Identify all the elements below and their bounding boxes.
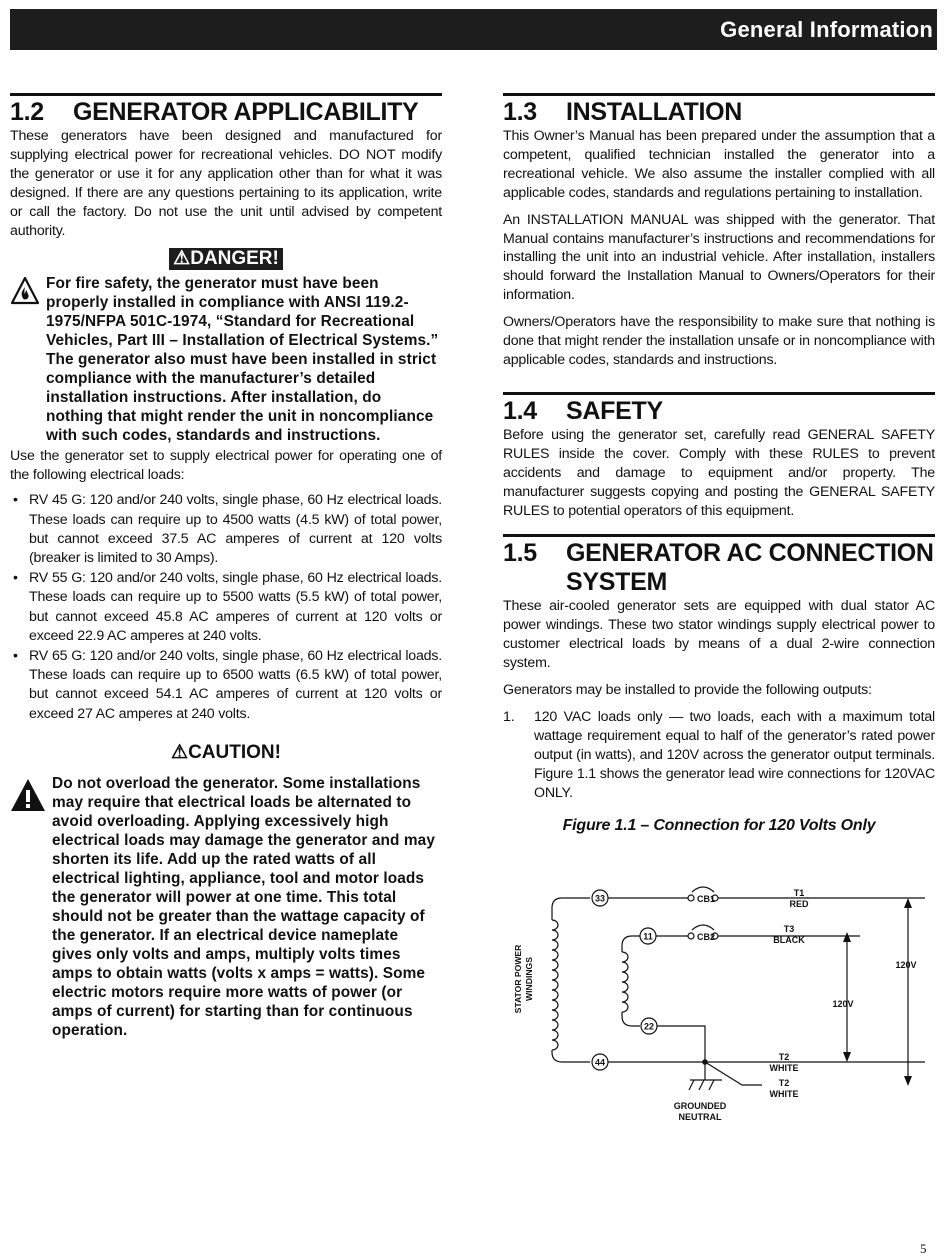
voltage-inner-label: 120V bbox=[832, 999, 854, 1009]
danger-label: DANGER! bbox=[190, 248, 279, 270]
lead-22-label: 22 bbox=[643, 1021, 655, 1032]
installation-p2: An INSTALLATION MANUAL was shipped with the generator. That Manual contains manufacturer’s instructions and recommendations for installing the unit into an industrial vehicle. After installation, installers should forward the Installation Manual to Owners/Operators for their information. bbox=[503, 211, 935, 304]
page-number: 5 bbox=[920, 1241, 927, 1256]
caution-badge bbox=[171, 742, 281, 764]
figure-caption: Figure 1.1 – Connection for 120 Volts Only bbox=[562, 816, 876, 834]
section-title: GENERATOR APPLICABILITY bbox=[73, 98, 419, 126]
cb1-label: CB1 bbox=[697, 894, 716, 904]
caution-header bbox=[10, 742, 442, 764]
section-title: GENERATOR AC CONNECTION SYSTEM bbox=[566, 539, 934, 597]
t1-color-label: RED bbox=[789, 899, 809, 909]
load-list bbox=[10, 491, 442, 724]
section-number: 1.4 bbox=[503, 396, 537, 425]
header-bar bbox=[10, 9, 937, 50]
wiring-diagram bbox=[500, 880, 940, 1140]
installation-p1: This Owner’s Manual has been prepared under the assumption that a competent, qualified technician installed the generator into a recreational vehicle. We also assume the installer complied with all applicable codes, standards and regulations pertaining to installation. bbox=[503, 128, 935, 201]
warning-triangle-icon: ⚠ bbox=[171, 742, 189, 764]
section-title: INSTALLATION bbox=[566, 98, 743, 126]
right-column bbox=[503, 93, 935, 835]
use-text: Use the generator set to supply electrical power for operating one of the following electrical loads: bbox=[10, 448, 442, 484]
caution-block bbox=[10, 774, 442, 1040]
section-heading-1-3 bbox=[503, 93, 935, 127]
safety-p1: Before using the generator set, carefully read GENERAL SAFETY RULES inside the cover. Comply with these RULES to prevent accidents and damage to equipment and/or property. The manufacturer suggests copying and posting the GENERAL SAFETY RULES to potential operators of this equipment. bbox=[503, 426, 935, 519]
header-title: General Information bbox=[720, 17, 933, 42]
t3-color-label: BLACK bbox=[773, 935, 805, 945]
t1-label: T1 bbox=[793, 888, 805, 898]
caution-text: Do not overload the generator. Some installations may require that electrical loads be alternated to avoid overloading. Applying excessively high electrical loads may damage the generator and may shorten its life. Add up the rated watts of all electrical lighting, appliance, tool and motor loads the generator will power at one time. This total should not be greater than the wattage capacity of the generator. If an electrical device nameplate gives only volts and amps, multiply volts times amps to obtain watts (volts x amps = watts). Some electric motors require more watts of power (or amps of current) for starting than for continuous operation. bbox=[52, 775, 435, 1040]
exclamation-icon bbox=[10, 774, 52, 1040]
section-heading-1-4 bbox=[503, 392, 935, 426]
section-title: SAFETY bbox=[566, 396, 663, 425]
section-heading-1-5 bbox=[503, 534, 935, 597]
output-list bbox=[503, 708, 935, 803]
caution-label: CAUTION! bbox=[188, 742, 281, 764]
lead-11-label: 11 bbox=[643, 931, 653, 942]
section-number: 1.5 bbox=[503, 539, 537, 568]
neutral-label: NEUTRAL bbox=[678, 1112, 722, 1122]
danger-header bbox=[10, 248, 442, 270]
t2-color-label: WHITE bbox=[769, 1063, 799, 1073]
lead-33-label: 33 bbox=[594, 893, 606, 904]
list-item: 1. 120 VAC loads only — two loads, each with a maximum total wattage requirement equal to half of the generator’s rated power output (in watts), and 120V across the generator output terminals. Figure 1.1 shows the generator lead wire connections for 120VAC ONLY. bbox=[503, 708, 935, 801]
danger-badge bbox=[169, 248, 283, 270]
ac-connection-p2: Generators may be installed to provide the following outputs: bbox=[503, 682, 872, 699]
list-item: • RV 45 G: 120 and/or 240 volts, single phase, 60 Hz electrical loads. These loads can require up to 4500 watts (4.5 kW) of total power, but cannot exceed 37.5 AC amperes of current at 120 volts (breaker is limited to 30 Amps). bbox=[13, 492, 442, 567]
list-item: • RV 65 G: 120 and/or 240 volts, single phase, 60 Hz electrical loads. These loads can require up to 6500 watts (6.5 kW) of total power, but cannot exceed 54.1 AC amperes of current at 120 volts or exceed 27 AC amperes at 240 volts. bbox=[13, 647, 442, 722]
t2-second-color-label: WHITE bbox=[769, 1089, 799, 1099]
section-number: 1.2 bbox=[10, 98, 44, 126]
t3-label: T3 bbox=[783, 924, 795, 934]
t2-label: T2 bbox=[778, 1052, 790, 1062]
cb2-label: CB2 bbox=[697, 932, 716, 942]
lead-44-label: 44 bbox=[594, 1057, 606, 1068]
applicability-intro: These generators have been designed and manufactured for supplying electrical power for recreational vehicles. DO NOT modify the generator or use it for any application other than for what it was designed. If there are any questions pertaining to its application, write or call the factory. Do not use the unit until advised by competent authority. bbox=[10, 128, 442, 239]
section-number: 1.3 bbox=[503, 98, 537, 126]
grounded-label: GROUNDED bbox=[673, 1101, 727, 1111]
left-column bbox=[10, 93, 442, 1040]
list-item: • RV 55 G: 120 and/or 240 volts, single phase, 60 Hz electrical loads. These loads can require up to 5500 watts (5.5 kW) of total power, but cannot exceed 45.8 AC amperes of current at 120 volts or exceed 22.9 AC amperes at 240 volts. bbox=[13, 569, 442, 645]
ac-connection-p1: These air-cooled generator sets are equipped with dual stator AC power windings. These two stator windings supply electrical power to customer electrical loads by means of a dual 2-wire connection system. bbox=[503, 598, 935, 672]
fire-hazard-icon bbox=[10, 276, 46, 445]
t2-second-label: T2 bbox=[778, 1078, 790, 1088]
danger-block bbox=[10, 276, 442, 445]
voltage-outer-label: 120V bbox=[895, 960, 917, 970]
danger-text: For fire safety, the generator must have been properly installed in compliance with ANSI 119.2-1975/NFPA 501C-1974, “Standard for Recreational Vehicles, Part III – Installation of Electrical Systems.” The generator also must have been installed in strict compliance with the manufacturer’s detailed installation instructions. After installation, do nothing that might render the unit in noncompliance with such codes, standards and instructions. bbox=[46, 275, 439, 445]
section-heading-1-2 bbox=[10, 93, 442, 127]
stator-windings-label-2: WINDINGS bbox=[524, 957, 534, 1001]
warning-triangle-icon: ⚠ bbox=[173, 248, 191, 270]
stator-windings-label-1: STATOR POWER bbox=[513, 944, 523, 1014]
installation-p3: Owners/Operators have the responsibility to make sure that nothing is done that might render the installation unsafe or in noncompliance with applicable codes, standards and instructions. bbox=[503, 314, 935, 368]
